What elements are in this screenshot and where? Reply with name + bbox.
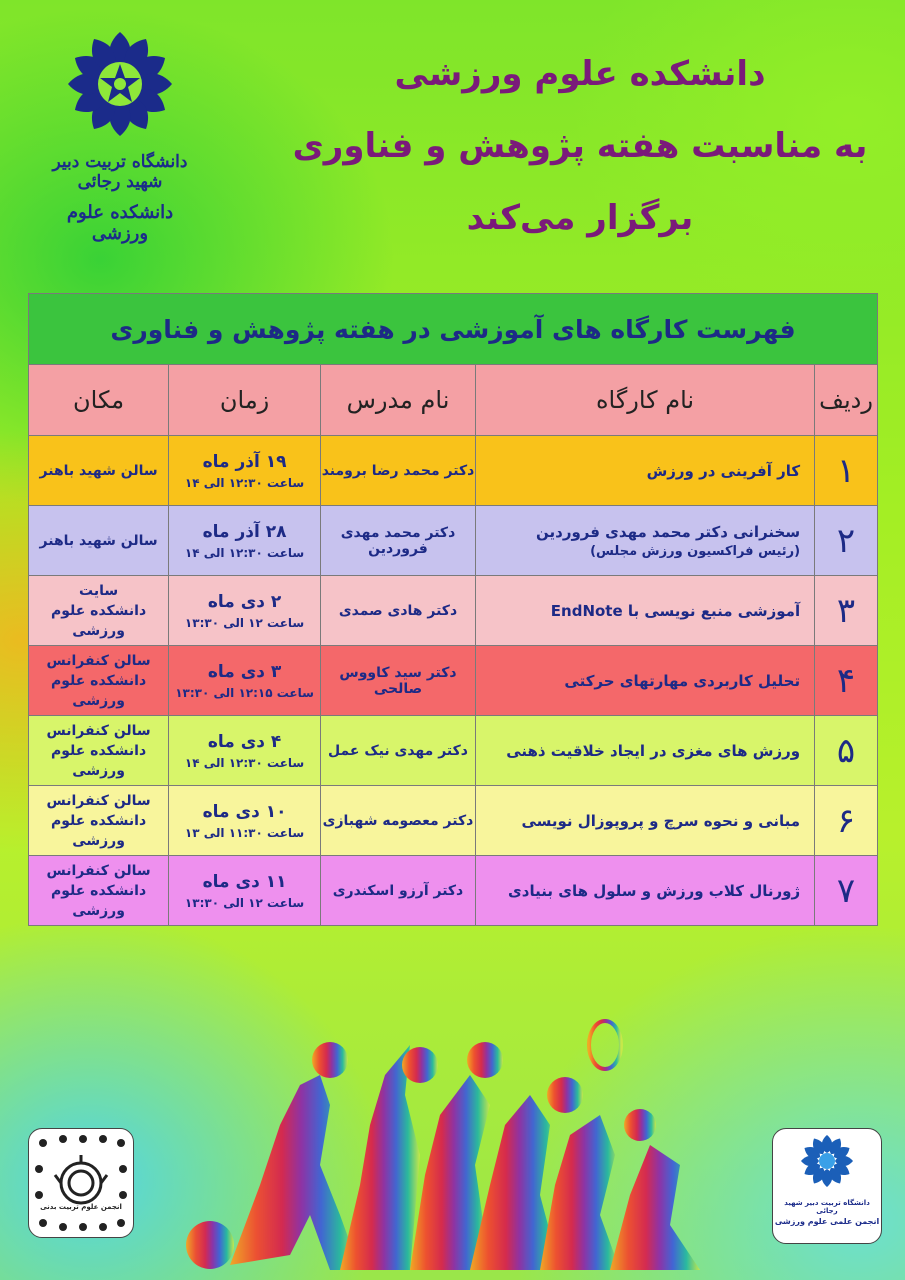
table-row: [29, 786, 878, 856]
session-place-cell: [29, 646, 169, 716]
badge-left-text: انجمن علوم تربیت بدنی: [40, 1203, 122, 1211]
badge-right-line-1: دانشگاه تربیت دبیر شهید رجائی: [784, 1199, 870, 1215]
faculty-name-text: دانشکده علوم ورزشی: [66, 202, 174, 244]
session-hours: ساعت ۱۲:۳۰ الی ۱۴: [184, 755, 305, 770]
workshop-table: [28, 293, 878, 926]
header-time: زمان: [169, 365, 321, 436]
poster-header: [270, 38, 890, 254]
session-place-line-2: دانشکده علوم ورزشی: [50, 812, 147, 849]
workshop-title-cell: [475, 436, 814, 506]
row-number: ۵: [815, 716, 878, 786]
table-row: [29, 436, 878, 506]
rosette-emblem-icon: [40, 22, 200, 152]
table-header-row: [29, 365, 878, 436]
sports-pictograms-icon: [29, 1129, 133, 1237]
session-date: ۲ دی ماه: [207, 591, 282, 612]
session-place-line-2: دانشکده علوم ورزشی: [50, 742, 147, 779]
session-time-cell: [169, 786, 321, 856]
session-time-cell: [169, 436, 321, 506]
session-place-cell: [29, 576, 169, 646]
table-row: [29, 646, 878, 716]
workshop-title: ورزش های مغزی در ایجاد خلاقیت ذهنی: [506, 741, 801, 760]
header-place: مکان: [29, 365, 169, 436]
row-number: ۶: [815, 786, 878, 856]
session-place-line-1: سالن شهید باهنر: [39, 462, 158, 479]
session-time-cell: [169, 646, 321, 716]
workshop-subtitle: (رئیس فراکسیون ورزش مجلس): [590, 543, 801, 559]
workshop-title-cell: [475, 576, 814, 646]
instructor-name: دکتر آرزو اسکندری: [320, 856, 475, 926]
workshop-title-cell: [475, 856, 814, 926]
row-number: ۴: [815, 646, 878, 716]
athletes-silhouette-illustration: [170, 1015, 730, 1275]
session-time-cell: [169, 576, 321, 646]
association-badge-left: [28, 1128, 134, 1238]
association-badge-right: [772, 1128, 882, 1244]
session-time-cell: [169, 856, 321, 926]
instructor-name: دکتر سید کاووس صالحی: [320, 646, 475, 716]
instructor-name: دکتر هادی صمدی: [320, 576, 475, 646]
session-place-line-2: دانشکده علوم ورزشی: [50, 882, 147, 919]
row-number: ۲: [815, 506, 878, 576]
session-place-cell: [29, 716, 169, 786]
session-place-cell: [29, 856, 169, 926]
workshop-title: ژورنال کلاب ورزش و سلول های بنیادی: [508, 881, 801, 900]
row-number: ۳: [815, 576, 878, 646]
session-place-line-1: سالن کنفرانس: [46, 792, 151, 809]
header-line-2: به مناسبت هفته پژوهش و فناوری: [292, 126, 868, 166]
session-date: ۱۰ دی ماه: [202, 801, 287, 822]
session-place-cell: [29, 786, 169, 856]
session-place-line-1: سالن کنفرانس: [46, 652, 151, 669]
session-hours: ساعت ۱۲:۳۰ الی ۱۴: [184, 545, 305, 560]
workshop-title: تحلیل کاربردی مهارتهای حرکتی: [564, 671, 801, 690]
header-row-number: ردیف: [815, 365, 878, 436]
session-date: ۱۹ آذر ماه: [202, 451, 287, 472]
session-hours: ساعت ۱۲:۳۰ الی ۱۴: [184, 475, 305, 490]
session-hours: ساعت ۱۲ الی ۱۳:۳۰: [184, 895, 305, 910]
session-place-line-1: سالن کنفرانس: [46, 722, 151, 739]
session-hours: ساعت ۱۱:۳۰ الی ۱۳: [184, 825, 305, 840]
session-date: ۳ دی ماه: [207, 661, 282, 682]
table-row: [29, 576, 878, 646]
session-hours: ساعت ۱۲ الی ۱۳:۳۰: [184, 615, 305, 630]
instructor-name: دکتر معصومه شهبازی: [320, 786, 475, 856]
session-date: ۲۸ آذر ماه: [202, 521, 287, 542]
workshop-title-cell: [475, 786, 814, 856]
workshop-title: کار آفرینی در ورزش: [646, 461, 801, 480]
university-name-text: دانشگاه تربیت دبیر شهید رجائی: [52, 152, 188, 192]
table-caption: فهرست کارگاه های آموزشی در هفته پژوهش و فناوری: [29, 294, 878, 365]
university-logo: [40, 22, 200, 242]
instructor-name: دکتر محمد رضا برومند: [320, 436, 475, 506]
header-line-1: دانشکده علوم ورزشی: [394, 54, 766, 94]
session-place-line-1: سالن شهید باهنر: [39, 532, 158, 549]
badge-right-line-2: انجمن علمی علوم ورزشی: [774, 1217, 880, 1226]
workshop-title: سخنرانی دکتر محمد مهدی فروردین: [536, 522, 801, 541]
workshop-title-cell: [475, 646, 814, 716]
workshop-title: مبانی و نحوه سرچ و پروپوزال نویسی: [521, 811, 801, 830]
header-workshop: نام کارگاه: [475, 365, 814, 436]
session-time-cell: [169, 716, 321, 786]
session-place-line-2: دانشکده علوم ورزشی: [50, 672, 147, 709]
row-number: ۱: [815, 436, 878, 506]
session-place-cell: [29, 436, 169, 506]
table-caption-row: [29, 294, 878, 365]
table-row: [29, 856, 878, 926]
session-place-line-1: سایت: [79, 582, 119, 599]
session-place-line-1: سالن کنفرانس: [46, 862, 151, 879]
workshop-title-cell: [475, 506, 814, 576]
header-instructor: نام مدرس: [320, 365, 475, 436]
session-hours: ساعت ۱۲:۱۵ الی ۱۳:۳۰: [175, 685, 314, 700]
header-line-3: برگزار می‌کند: [466, 198, 694, 238]
session-place-line-2: دانشکده علوم ورزشی: [50, 602, 147, 639]
session-time-cell: [169, 506, 321, 576]
instructor-name: دکتر محمد مهدی فروردین: [320, 506, 475, 576]
instructor-name: دکتر مهدی نیک عمل: [320, 716, 475, 786]
workshop-title: آموزشی منبع نویسی با EndNote: [550, 601, 801, 620]
session-date: ۴ دی ماه: [207, 731, 282, 752]
session-date: ۱۱ دی ماه: [202, 871, 287, 892]
workshop-title-cell: [475, 716, 814, 786]
table-row: [29, 716, 878, 786]
session-place-cell: [29, 506, 169, 576]
row-number: ۷: [815, 856, 878, 926]
university-emblem-icon: [773, 1129, 881, 1199]
table-row: [29, 506, 878, 576]
